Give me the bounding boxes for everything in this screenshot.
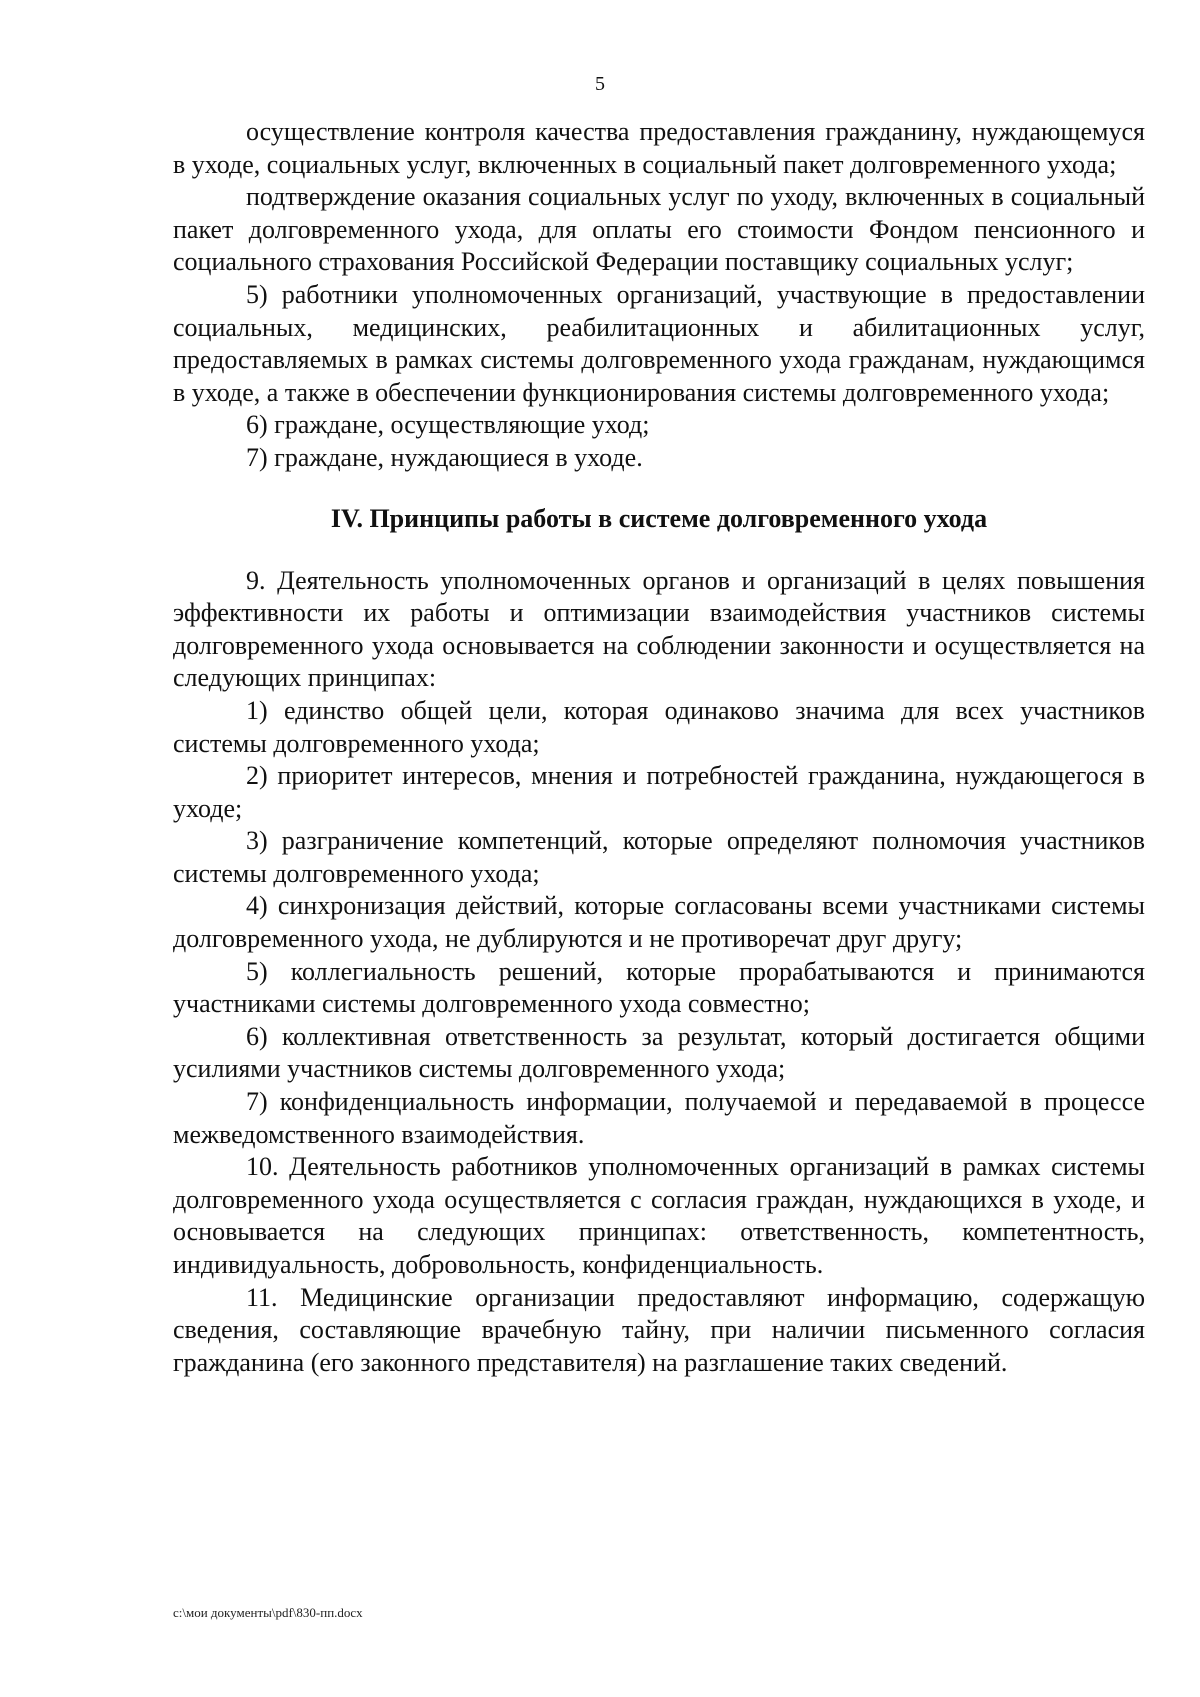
paragraph: 4) синхронизация действий, которые согласованы всеми участниками системы долговременного ухода, не дублируются и не противоречат друг другу; [173,891,1145,954]
paragraph: 6) коллективная ответственность за результат, который достигается общими усилиями участников системы долговременного ухода; [173,1021,1145,1084]
paragraph: 9. Деятельность уполномоченных органов и организаций в целях повышения эффективности их работы и оптимизации взаимодействия участников системы долговременного ухода основывается на соблюдении законности и осуществляется на следующих принципах: [173,565,1145,693]
paragraph: 6) граждане, осуществляющие уход; [246,410,650,440]
paragraph: 11. Медицинские организации предоставляют информацию, содержащую сведения, составляющие врачебную тайну, при наличии письменного согласия гражданина (его законного представителя) на разглашение таких сведений. [173,1282,1145,1377]
paragraph: 10. Деятельность работников уполномоченных организаций в рамках системы долговременного ухода осуществляется с согласия граждан, нуждающихся в уходе, и основывается на следующих принципах: ответственность, компетентность, индивидуальность, добровольность, конфиденциальность. [173,1152,1145,1279]
page-number: 5 [595,73,605,95]
paragraph: 2) приоритет интересов, мнения и потребностей гражданина, нуждающегося в уходе; [173,761,1145,823]
section-heading: IV. Принципы работы в системе долговременного ухода [330,503,988,533]
paragraph: 1) единство общей цели, которая одинаково значима для всех участников системы долговременного ухода; [173,695,1145,758]
document-body [173,116,1145,1379]
paragraph: 7) граждане, нуждающиеся в уходе. [246,442,643,472]
paragraph: осуществление контроля качества предоставления гражданину, нуждающемуся в уходе, социальных услуг, включенных в социальный пакет долговременного ухода; [173,117,1145,179]
footer-file-path: c:\мои документы\pdf\830-пп.docx [173,1605,363,1620]
paragraph: 3) разграничение компетенций, которые определяют полномочия участников системы долговременного ухода; [173,826,1145,888]
paragraph: подтверждение оказания социальных услуг по уходу, включенных в социальный пакет долговременного ухода, для оплаты его стоимости Фондом пенсионного и социального страхования Российской Федерации поставщику социальных услуг; [173,182,1145,277]
paragraph: 5) коллегиальность решений, которые прорабатываются и принимаются участниками системы долговременного ухода совместно; [173,956,1145,1019]
paragraph: 7) конфиденциальность информации, получаемой и передаваемой в процессе межведомственного взаимодействия. [173,1087,1145,1149]
paragraph: 5) работники уполномоченных организаций, участвующие в предоставлении социальных, медицинских, реабилитационных и абилитационных услуг, предоставляемых в рамках системы долговременного ухода гражданам, нуждающимся в уходе, а также в обеспечении функционирования системы долговременного ухода; [173,279,1145,407]
